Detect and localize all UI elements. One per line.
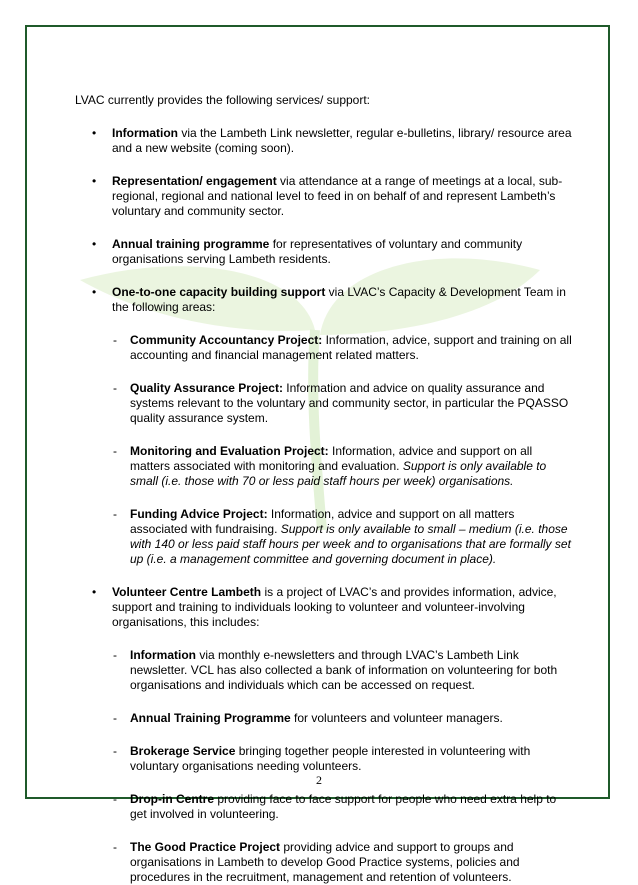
- service-item: [75, 585, 575, 885]
- sub-service-heading: The Good Practice Project: [130, 840, 281, 854]
- service-item: [75, 174, 575, 219]
- sub-service-description: Information, advice and support on all matters associated with fundraising.: [130, 507, 515, 536]
- sub-service-item: [75, 507, 575, 567]
- sub-service-heading: Monitoring and Evaluation Project:: [130, 444, 329, 458]
- sub-service-heading: Community Accountancy Project:: [130, 333, 323, 347]
- sub-service-item: [75, 840, 575, 885]
- sub-service-description: providing face to face support for people who need extra help to get involved in volunteering.: [130, 792, 557, 821]
- eligibility-note: Support is only available to small (i.e. those with 70 or less paid staff hours per week) organisations.: [130, 459, 547, 488]
- sub-service-item: [75, 333, 575, 363]
- sub-service-item: [75, 381, 575, 426]
- service-heading: Information: [112, 126, 178, 140]
- service-heading: Annual training programme: [112, 237, 270, 251]
- eligibility-note: Support is only available to small – medium (i.e. those with 140 or less paid staff hours per week and to organisations that are formally set up (i.e. a management committee and governing document in place).: [130, 522, 571, 566]
- dash-icon: -: [113, 840, 117, 854]
- dash-icon: -: [113, 507, 117, 521]
- dash-icon: -: [113, 444, 117, 458]
- sub-service-description: providing advice and support to groups and organisations in Lambeth to develop Good Practice systems, policies and procedures in the recruitment, management and retention of volunteers.: [130, 840, 520, 884]
- bullet-icon: •: [92, 585, 97, 599]
- sub-service-item: [75, 711, 575, 726]
- bullet-icon: •: [92, 126, 97, 140]
- service-item: [75, 285, 575, 567]
- service-description: via attendance at a range of meetings at a local, sub-regional, regional and national level to feed in on behalf of and represent Lambeth’s voluntary and community sector.: [112, 174, 563, 218]
- dash-icon: -: [113, 711, 117, 725]
- bullet-icon: •: [92, 174, 97, 188]
- service-heading: Volunteer Centre Lambeth: [112, 585, 262, 599]
- sub-service-item: [75, 744, 575, 774]
- sub-service-heading: Information: [130, 648, 196, 662]
- sub-service-list: [75, 333, 575, 567]
- dash-icon: -: [113, 333, 117, 347]
- services-list: [75, 126, 575, 885]
- sub-service-description: Information and advice on quality assurance and systems relevant to the voluntary and community sector, in particular the PQASSO quality assurance system.: [130, 381, 569, 425]
- service-description: for representatives of voluntary and community organisations serving Lambeth residents.: [112, 237, 523, 266]
- sub-service-heading: Drop-in Centre: [130, 792, 214, 806]
- service-description: is a project of LVAC’s and provides information, advice, support and training to individuals looking to volunteer and volunteer-involving organisations, this includes:: [112, 585, 557, 629]
- sub-service-description: via monthly e-newsletters and through LVAC’s Lambeth Link newsletter. VCL has also collected a bank of information on volunteering for both organisations and individuals which can be accessed on request.: [130, 648, 558, 692]
- sub-service-item: [75, 648, 575, 693]
- bullet-icon: •: [92, 285, 97, 299]
- dash-icon: -: [113, 381, 117, 395]
- sub-service-description: Information, advice and support on all matters associated with monitoring and evaluation.: [130, 444, 533, 473]
- sub-service-heading: Quality Assurance Project:: [130, 381, 283, 395]
- dash-icon: -: [113, 744, 117, 758]
- bullet-icon: •: [92, 237, 97, 251]
- document-body: [75, 93, 575, 885]
- dash-icon: -: [113, 792, 117, 806]
- intro-text: LVAC currently provides the following services/ support:: [75, 93, 371, 107]
- sub-service-item: [75, 792, 575, 822]
- sub-service-description: for volunteers and volunteer managers.: [290, 711, 503, 725]
- sub-service-description: Information, advice, support and training on all accounting and financial management related matters.: [130, 333, 572, 362]
- sub-service-heading: Annual Training Programme: [130, 711, 291, 725]
- service-item: [75, 126, 575, 156]
- sub-service-item: [75, 444, 575, 489]
- service-item: [75, 237, 575, 267]
- sub-service-heading: Funding Advice Project:: [130, 507, 268, 521]
- service-heading: Representation/ engagement: [112, 174, 277, 188]
- service-description: via LVAC’s Capacity & Development Team in the following areas:: [112, 285, 566, 314]
- sub-service-description: bringing together people interested in volunteering with voluntary organisations needing volunteers.: [130, 744, 531, 773]
- service-heading: One-to-one capacity building support: [112, 285, 326, 299]
- page-number: 2: [316, 773, 322, 787]
- sub-service-heading: Brokerage Service: [130, 744, 236, 758]
- service-description: via the Lambeth Link newsletter, regular e-bulletins, library/ resource area and a new website (coming soon).: [112, 126, 572, 155]
- sub-service-list: [75, 648, 575, 885]
- dash-icon: -: [113, 648, 117, 662]
